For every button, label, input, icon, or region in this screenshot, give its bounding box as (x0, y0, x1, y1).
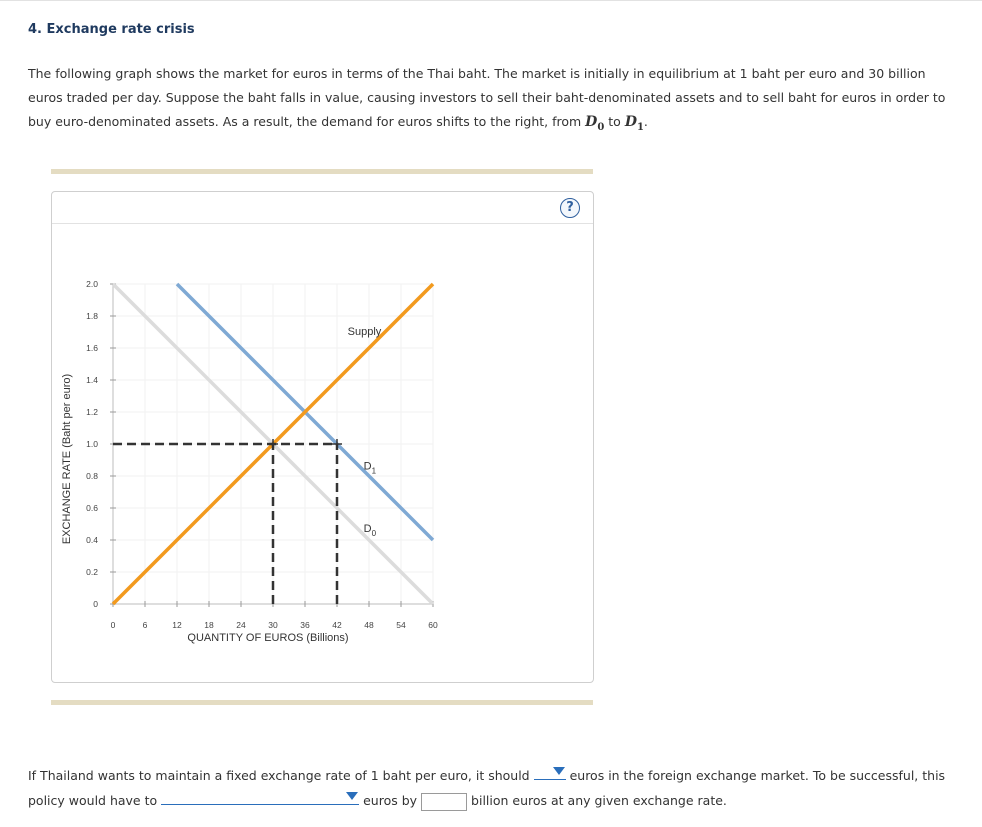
top-rule (51, 169, 593, 174)
y-tick-label: 0 (93, 599, 98, 609)
x-tick-label: 60 (428, 620, 438, 630)
y-axis-title: EXCHANGE RATE (Baht per euro) (61, 373, 73, 545)
y-tick-label: 1.8 (86, 311, 98, 321)
intro-to: to (608, 114, 621, 129)
y-tick-label: 1.0 (86, 439, 98, 449)
x-tick-label: 54 (396, 620, 406, 630)
exchange-rate-chart (52, 192, 593, 682)
answer-part1: If Thailand wants to maintain a fixed exchange rate of 1 baht per euro, it should (28, 768, 530, 783)
question-intro: The following graph shows the market for euros in terms of the Thai baht. The market is initially in equilibrium at 1 baht per euro and 30 billion euros traded per day. Suppose the baht falls in value, causing investors to sell their baht-denominated assets and to sell baht for euros in order to buy euro-denominated assets. As a result, the demand for euros shifts to the right, from $D_0$ to $D_1$. (28, 66, 946, 133)
intro-text: The following graph shows the market for euros in terms of the Thai baht. The market is initially in equilibrium at 1 baht per euro and 30 billion euros traded per day. Suppose the baht falls in value, causing investors to sell their baht-denominated assets and to sell baht for euros in order to buy euro-denominated assets. As a result, the demand for euros shifts to the right, from (28, 66, 946, 129)
x-tick-label: 12 (172, 620, 182, 630)
x-axis-title: QUANTITY OF EUROS (Billions) (187, 632, 349, 644)
y-tick-label: 0.4 (86, 535, 98, 545)
x-tick-label: 18 (204, 620, 214, 630)
answer-part4: billion euros at any given exchange rate. (471, 793, 727, 808)
action-dropdown[interactable] (534, 763, 566, 780)
chevron-down-icon (346, 792, 358, 800)
x-tick-label: 42 (332, 620, 342, 630)
x-tick-label: 30 (268, 620, 278, 630)
y-tick-label: 0.2 (86, 567, 98, 577)
chevron-down-icon (553, 767, 565, 775)
question-title: 4. Exchange rate crisis (28, 22, 195, 37)
top-divider (0, 0, 982, 1)
x-tick-label: 36 (300, 620, 310, 630)
series-label-d1: $D_1$ (363, 460, 377, 476)
x-tick-label: 24 (236, 620, 246, 630)
y-tick-label: 1.2 (86, 407, 98, 417)
d1-label: $D_1$ (624, 114, 644, 133)
amount-input[interactable] (421, 793, 467, 811)
y-tick-label: 1.4 (86, 375, 98, 385)
y-tick-label: 2.0 (86, 279, 98, 289)
y-tick-label: 1.6 (86, 343, 98, 353)
policy-dropdown[interactable] (161, 788, 359, 805)
x-tick-label: 48 (364, 620, 374, 630)
x-tick-label: 0 (110, 620, 116, 630)
series-label-d0: $D_0$ (363, 523, 377, 538)
series-label-supply: Supply (347, 326, 382, 339)
d0-label: $D_0$ (585, 114, 605, 133)
answer-part3: euros by (363, 793, 418, 808)
answer-sentence (28, 763, 948, 813)
x-tick-label: 6 (142, 620, 148, 630)
y-tick-label: 0.8 (86, 471, 98, 481)
answer-part2: euros in the foreign exchange market. To be successful, this policy would have to (28, 768, 946, 808)
y-tick-label: 0.6 (86, 503, 98, 513)
help-icon[interactable]: ? (560, 198, 580, 218)
graph-panel (51, 191, 594, 683)
bottom-rule (51, 700, 593, 705)
